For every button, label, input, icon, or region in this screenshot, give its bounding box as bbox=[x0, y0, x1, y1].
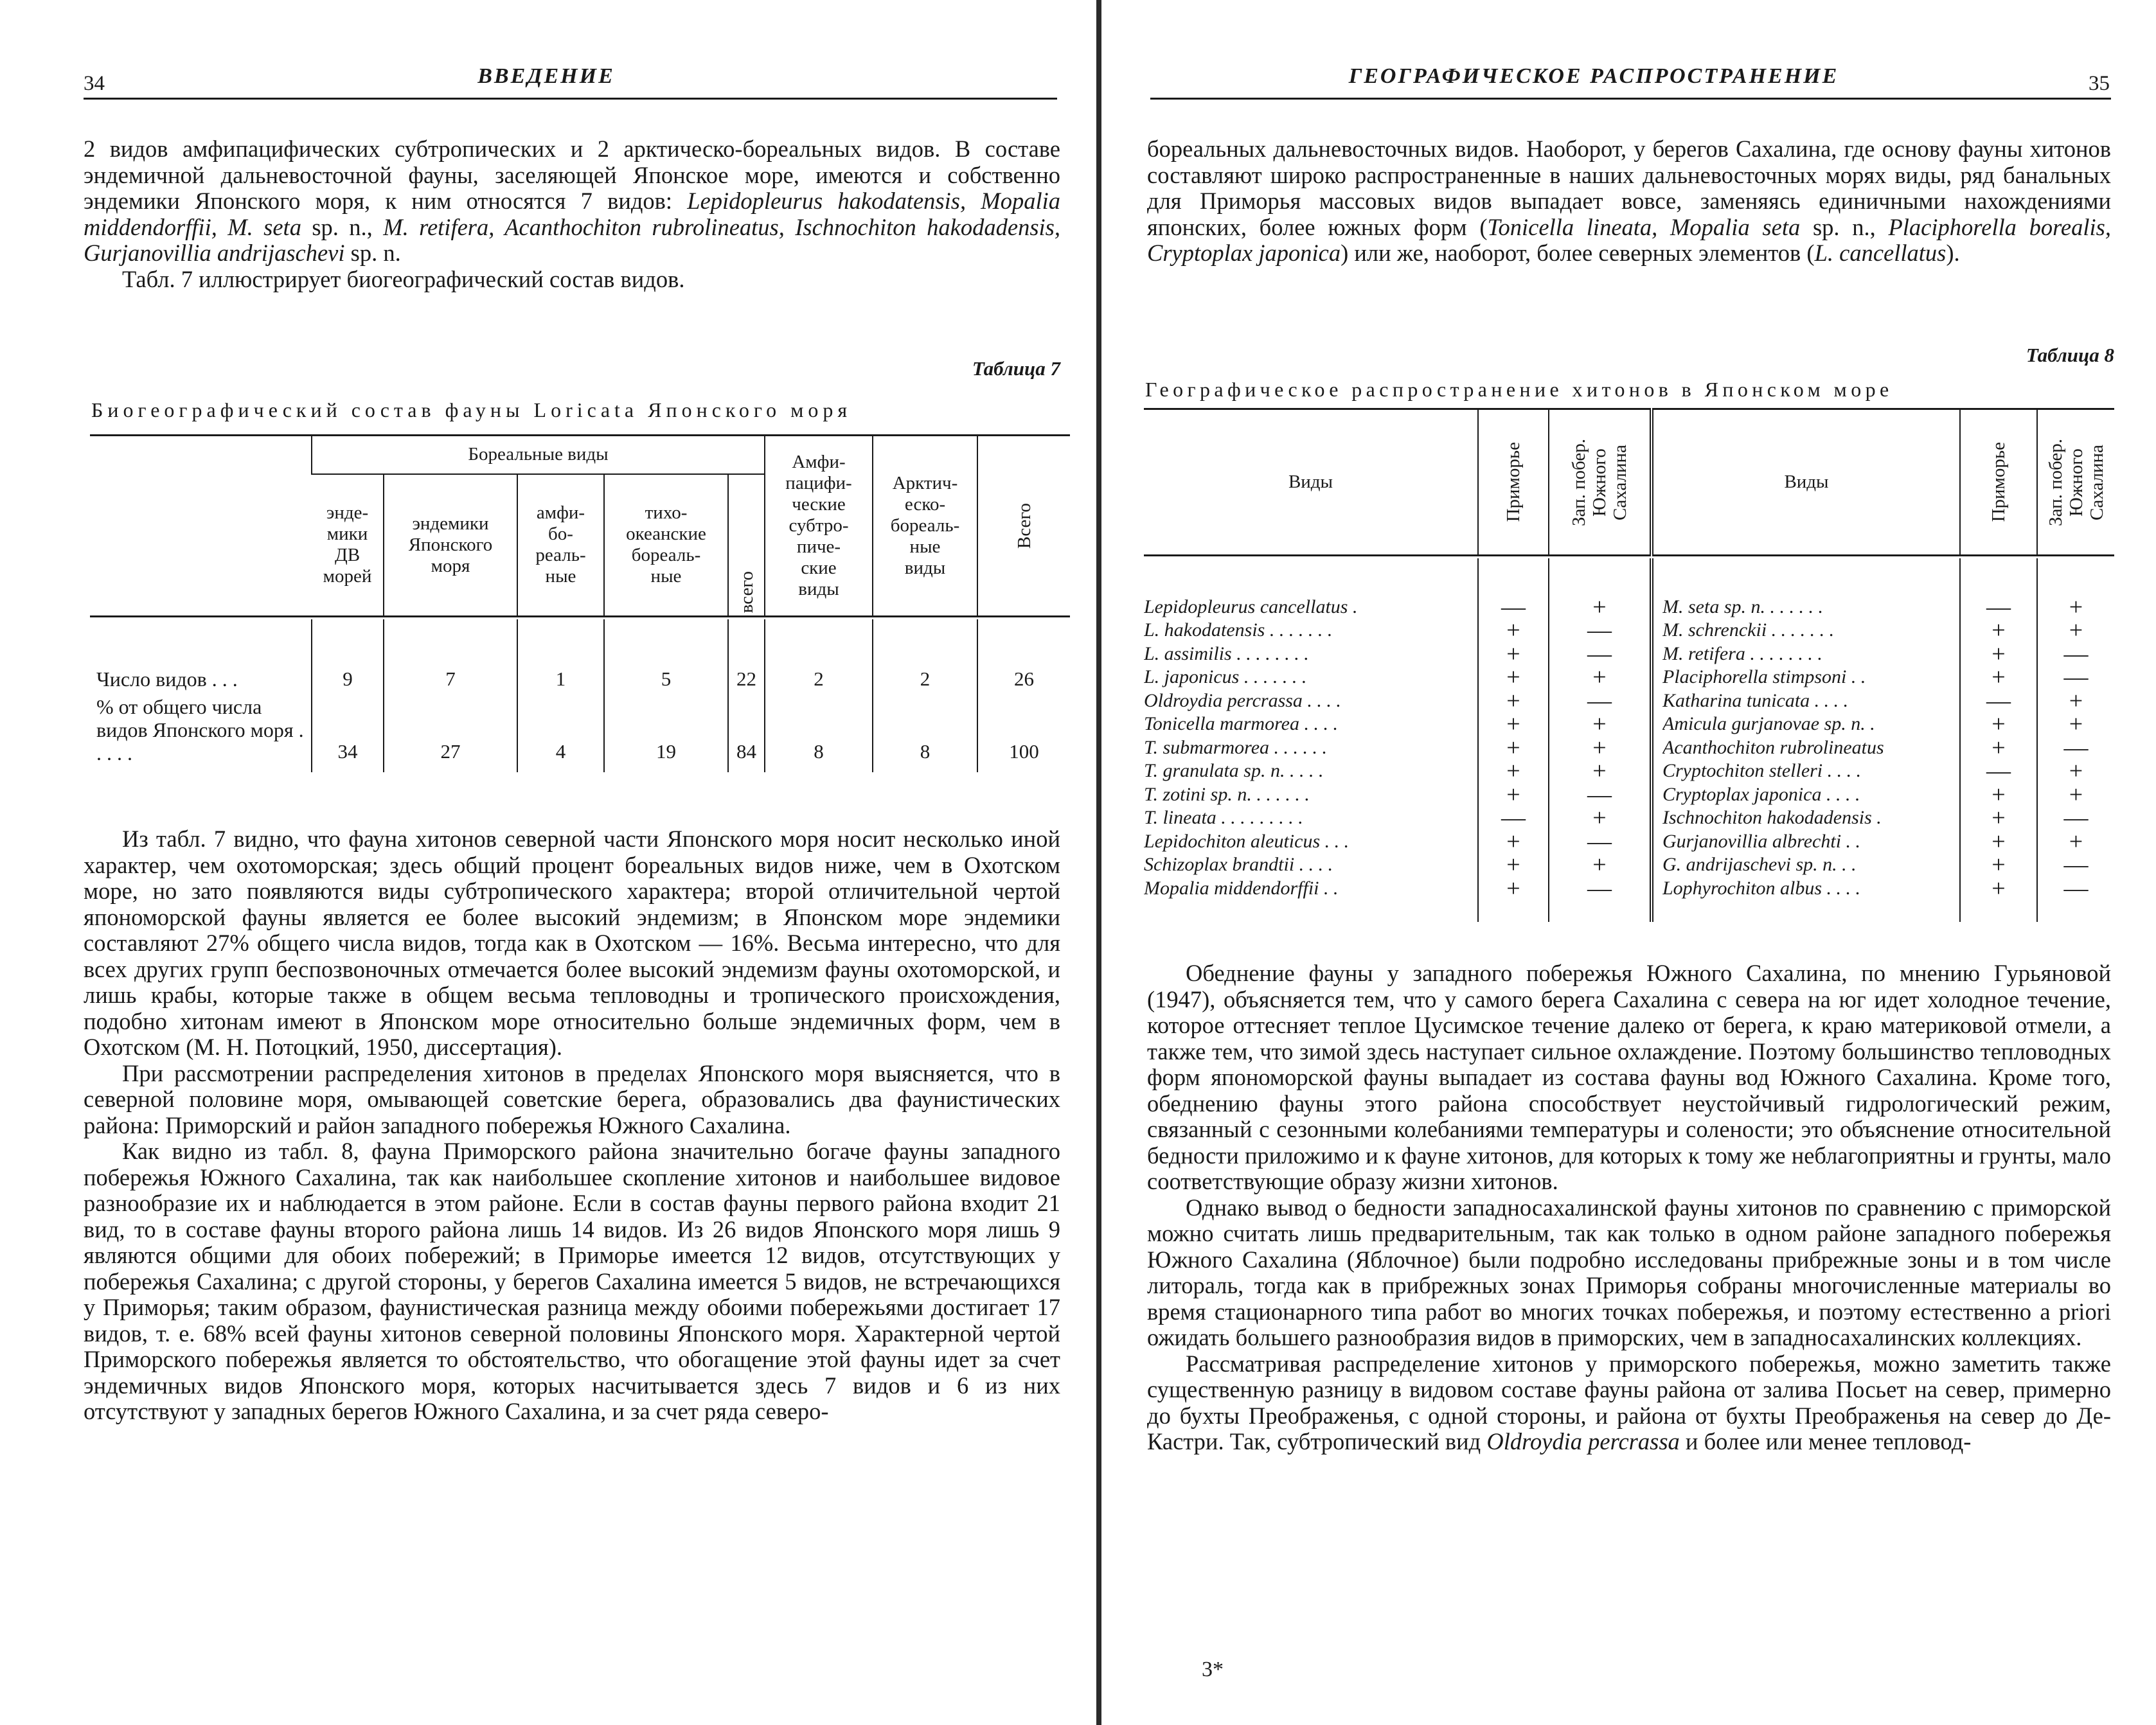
table8-col-primorye: Приморье bbox=[1503, 442, 1524, 522]
table8 bbox=[1144, 408, 2114, 922]
species-row: Tonicella marmorea . . . . bbox=[1144, 713, 1338, 734]
species-row: Placiphorella stimpsoni . . bbox=[1662, 666, 1866, 687]
presence-mark: — bbox=[1587, 827, 1612, 855]
presence-mark: — bbox=[1501, 593, 1526, 621]
right-page bbox=[1105, 0, 2156, 1725]
signature-mark: 3* bbox=[1202, 1658, 1224, 1681]
paragraph: Однако вывод о бедности западносахалинской фауны хитонов по сравнению с приморской можно считать лишь предварительным, так как только в одном районе западного побережья Южного Сахалина (Яблочное) были подробно исследованы прибрежные зоны и в том числе литораль, тогда как в прибрежных зонах Приморья собраны многочисленные материалы во время стационарного типа работ во многих точках побережья, и поэтому естественно a priori ожидать большего разнообразия видов в приморских, чем в западносахалинских коллекциях. bbox=[1147, 1194, 2111, 1350]
species-row: L. japonicus . . . . . . . bbox=[1144, 666, 1307, 687]
presence-mark: + bbox=[1506, 711, 1520, 738]
table7-cell: 100 bbox=[977, 694, 1070, 772]
presence-mark: + bbox=[1506, 664, 1520, 691]
table7-col-pacific-boreal: тихо- океанские бореаль- ные bbox=[604, 474, 728, 617]
right-text-block-2 bbox=[1147, 960, 2111, 1455]
presence-mark: — bbox=[1587, 781, 1612, 808]
table7-cell: 84 bbox=[728, 694, 765, 772]
species-row: Cryptochiton stelleri . . . . bbox=[1662, 760, 1862, 781]
right-text-block-1 bbox=[1147, 136, 2111, 267]
running-head: ВВЕДЕНИЕ bbox=[477, 64, 615, 88]
table7-cell: 8 bbox=[765, 694, 873, 772]
paragraph bbox=[84, 136, 1060, 267]
table7-col-amphipacific: Амфи- пацифи- ческие субтро- пиче- ские виды bbox=[765, 436, 873, 617]
species-row: T. granulata sp. n. . . . . bbox=[1144, 760, 1324, 781]
presence-mark: + bbox=[1506, 827, 1520, 855]
species-row: T. submarmorea . . . . . . bbox=[1144, 736, 1328, 758]
text-run: sp. n., bbox=[1800, 213, 1889, 240]
presence-mark: — bbox=[1986, 757, 2011, 784]
table8-col-sakhalin-2: Зап. побер. Южного Сахалина bbox=[2045, 438, 2107, 526]
presence-mark: — bbox=[1986, 593, 2011, 621]
presence-mark: + bbox=[1592, 757, 1607, 784]
species-row: M. retifera . . . . . . . . bbox=[1662, 642, 1822, 664]
presence-mark: — bbox=[1587, 640, 1612, 668]
text-run: ). bbox=[1946, 240, 1960, 266]
species-names: Lepidopleurus hakodatensis, Mopalia middendorffii, M. seta bbox=[84, 188, 1060, 240]
text-run: sp. n. bbox=[344, 240, 401, 266]
presence-mark: — bbox=[2063, 804, 2089, 831]
species-names: Tonicella lineata, Mopalia seta bbox=[1487, 213, 1801, 240]
table7-row-label: % от общего числа видов Японского моря . . . . . bbox=[96, 694, 304, 765]
table7-col-boreal-total-cell bbox=[728, 474, 765, 617]
presence-mark: + bbox=[1506, 874, 1520, 902]
species-row: M. seta sp. n. . . . . . . bbox=[1662, 596, 1823, 617]
species-row: T. zotini sp. n. . . . . . . bbox=[1144, 783, 1310, 805]
presence-mark: — bbox=[2063, 734, 2089, 761]
table8-col-primorye-2: Приморье bbox=[1988, 442, 2009, 522]
presence-mark: + bbox=[1991, 664, 2006, 691]
species-row: Lepidochiton aleuticus . . . bbox=[1144, 830, 1350, 852]
presence-mark: + bbox=[1592, 851, 1607, 878]
table8-primorye-left bbox=[1479, 593, 1548, 902]
text-run: бореальных дальневосточных видов. Наоборот, у берегов Сахалина, где основу фауны хитонов составляют широко распространенные в наших дальневосточных морях виды, ряд банальных для Приморья массовых видов выпадает вовсе, заменяясь единичными нахождениями японских, более южных форм ( bbox=[1147, 136, 2111, 240]
table7-cell: 26 bbox=[977, 619, 1070, 694]
species-row: Ischnochiton hakodadensis . bbox=[1662, 807, 1882, 828]
species-row: Mopalia middendorffii . . bbox=[1144, 877, 1339, 899]
table8-primorye-left-cell bbox=[1478, 558, 1549, 923]
table8-col-species: Виды bbox=[1288, 472, 1333, 492]
species-names: L. cancellatus bbox=[1814, 240, 1947, 266]
table8-col-primorye-2-cell bbox=[1960, 409, 2037, 556]
table7-col-total: Всего bbox=[1013, 502, 1035, 549]
presence-mark: + bbox=[1506, 851, 1520, 878]
paragraph: При рассмотрении распределения хитонов в пределах Японского моря выясняется, что в северной половине моря, омывающей советские берега, образовались два фаунистических района: Приморский и район западного побережья Южного Сахалина. bbox=[84, 1059, 1060, 1138]
species-row: L. hakodatensis . . . . . . . bbox=[1144, 619, 1333, 641]
presence-mark: — bbox=[2063, 640, 2089, 668]
table7-col-total-cell bbox=[977, 436, 1070, 617]
table7-col-boreal-total: всего bbox=[736, 571, 757, 613]
paragraph bbox=[1147, 136, 2111, 267]
presence-mark: + bbox=[1991, 781, 2006, 808]
table8-caption: Географическое распространение хитонов в Японском море bbox=[1145, 378, 1893, 401]
presence-mark: + bbox=[1991, 734, 2006, 761]
table7-cell: 1 bbox=[517, 619, 604, 694]
presence-mark: + bbox=[1506, 687, 1520, 714]
species-row: Oldroydia percrassa . . . . bbox=[1144, 689, 1341, 711]
table8-species-left-cell bbox=[1144, 558, 1478, 923]
presence-mark: + bbox=[2069, 617, 2083, 644]
presence-mark: + bbox=[1506, 617, 1520, 644]
table8-col-sakhalin-cell bbox=[1549, 409, 1652, 556]
presence-mark: — bbox=[2063, 851, 2089, 878]
paragraph: Из табл. 7 видно, что фауна хитонов северной части Японского моря носит несколько иной характер, чем охотоморская; здесь общий процент бореальных видов ниже, чем в Охотском море, но зато появляются виды субтропического характера; второй отличительной чертой япономорской фауны является ее более высокий эндемизм; в Японском море эндемики составляют 27% общего числа видов, тогда как в Охотском — 16%. Весьма интересно, что для всех других групп беспозвоночных отмечается более высокий эндемизм фауны охотоморской, и лишь крабы, которые также в общем весьма тепловодны и тропического происхождения, подобно хитонам имеют в Японском море относительно больше эндемичных форм, чем в Охотском (М. Н. Потоцкий, 1950, диссертация). bbox=[84, 826, 1060, 1060]
header-rule bbox=[1150, 98, 2111, 100]
table7-col-amphiboreal: амфи- бо- реаль- ные bbox=[517, 474, 604, 617]
paragraph: Табл. 7 иллюстрирует биогеографический состав видов. bbox=[122, 265, 685, 292]
text-run: sp. n., bbox=[301, 213, 384, 240]
book-gutter bbox=[1096, 0, 1101, 1725]
table7-col-endemic-fe: энде- мики ДВ морей bbox=[323, 502, 372, 587]
table8-primorye-right bbox=[1961, 593, 2036, 902]
species-row: G. andrijaschevi sp. n. . . bbox=[1662, 854, 1857, 875]
presence-mark: — bbox=[1587, 617, 1612, 644]
table7-cell: 5 bbox=[604, 619, 728, 694]
presence-mark: + bbox=[1592, 734, 1607, 761]
presence-mark: + bbox=[2069, 711, 2083, 738]
table7-cell: 8 bbox=[873, 694, 977, 772]
presence-mark: + bbox=[2069, 757, 2083, 784]
table7-group-boreal: Бореальные виды bbox=[312, 436, 765, 474]
table8-sakhalin-right-cell bbox=[2037, 558, 2114, 923]
table7-corner bbox=[90, 436, 312, 617]
presence-mark: + bbox=[1991, 711, 2006, 738]
page-number: 35 bbox=[2089, 72, 2110, 95]
table8-col-primorye-cell bbox=[1478, 409, 1549, 556]
species-row: Lepidopleurus cancellatus . bbox=[1144, 596, 1358, 617]
paragraph: Как видно из табл. 8, фауна Приморского района значительно богаче фауны западного побережья Южного Сахалина, так как наибольшее скопление хитонов и наибольшее видовое разнообразие их и наблюдается в этом районе. Если в состав фауны первого района входит 21 вид, то в составе фауны второго района лишь 14 видов. Из 26 видов Японского моря лишь 9 являются общими для обоих побережий; в Приморье имеется 12 видов, отсутствующих у побережья Сахалина; с другой стороны, у берегов Сахалина имеется 5 видов, не встречающихся у Приморья; таким образом, фаунистическая разница между обоими побережьями достигает 17 видов, т. е. 68% всей фауны хитонов северной половины Японского моря. Характерной чертой Приморского побережья является то обстоятельство, что обогащение этой фауны идет за счет эндемичных видов Японского моря, которых насчитывается здесь 7 видов и 6 из них отсутствуют у западных берегов Южного Сахалина, и за счет ряда северо- bbox=[84, 1138, 1060, 1424]
table7-label: Таблица 7 bbox=[972, 357, 1060, 380]
species-row: Katharina tunicata . . . . bbox=[1662, 689, 1849, 711]
presence-mark: + bbox=[2069, 593, 2083, 621]
presence-mark: — bbox=[1986, 687, 2011, 714]
species-row: Amicula gurjanovae sp. n. . bbox=[1662, 713, 1875, 734]
table8-col-species-2: Виды bbox=[1652, 409, 1960, 556]
paragraph: Обеднение фауны у западного побережья Южного Сахалина, по мнению Гурьяновой (1947), объясняется тем, что у самого берега Сахалина с севера на юг идет холодное течение, которое оттесняет теплое Цусимское течение далеко от берега, к краю материковой отмели, а также тем, что зимой здесь наступает сильное охлаждение. Поэтому большинство тепловодных форм япономорской фауны выпадает из состава фауны вод Южного Сахалина. Кроме того, обеднению фауны этого района способствует неустойчивый гидрологический режим, связанный с сезонными колебаниями температуры и солености; это объяснение относительной бедности приложимо и к фауне хитонов, для которых к тому же неблагоприятны и грунты, мало соответствующие образу жизни хитонов. bbox=[1147, 960, 2111, 1194]
presence-mark: — bbox=[2063, 664, 2089, 691]
presence-mark: + bbox=[1991, 827, 2006, 855]
table7-col-endemic-japan: эндемики Японского моря bbox=[384, 474, 517, 617]
presence-mark: + bbox=[1991, 640, 2006, 668]
table7-cell: 2 bbox=[765, 619, 873, 694]
table8-col-sakhalin: Зап. побер. Южного Сахалина bbox=[1569, 438, 1630, 526]
presence-mark: + bbox=[1991, 874, 2006, 902]
presence-mark: — bbox=[1587, 874, 1612, 902]
page-number: 34 bbox=[84, 72, 105, 95]
species-row: Lophyrochiton albus . . . . bbox=[1662, 877, 1861, 899]
paragraph bbox=[1147, 1351, 2111, 1455]
table8-col-sakhalin-2-cell bbox=[2037, 409, 2114, 556]
table7-cell: 19 bbox=[604, 694, 728, 772]
table7-caption: Биогеографический состав фауны Loricata Японского моря bbox=[91, 398, 852, 421]
table8-species-right-cell bbox=[1652, 558, 1960, 923]
table7-row-label: Число видов . . . bbox=[96, 667, 238, 691]
presence-mark: + bbox=[1506, 640, 1520, 668]
table7 bbox=[90, 434, 1070, 772]
species-names: Oldroydia percrassa bbox=[1486, 1428, 1680, 1455]
presence-mark: + bbox=[2069, 827, 2083, 855]
text-run: ) или же, наоборот, более северных элементов ( bbox=[1341, 240, 1815, 266]
presence-mark: + bbox=[1592, 711, 1607, 738]
presence-mark: + bbox=[1991, 804, 2006, 831]
presence-mark: + bbox=[1592, 804, 1607, 831]
table8-species-left bbox=[1144, 596, 1477, 901]
table8-species-right bbox=[1662, 596, 1959, 901]
species-row: Cryptoplax japonica . . . . bbox=[1662, 783, 1860, 805]
presence-mark: + bbox=[1991, 617, 2006, 644]
text-run: Рассматривая распределение хитонов у приморского побережья, можно заметить также существенную разницу в видовом составе фауны района от залива Посьет на север, примерно до бухты Преображенья, с одной стороны, и района от бухты Преображенья на север до Де-Кастри. Так, субтропический вид bbox=[1147, 1350, 2111, 1455]
presence-mark: + bbox=[2069, 781, 2083, 808]
species-row: Schizoplax brandtii . . . . bbox=[1144, 854, 1333, 875]
presence-mark: + bbox=[2069, 687, 2083, 714]
text-run: 2 видов амфипацифических субтропических и 2 арктическо-бореальных видов. В составе эндемичной дальневосточной фауны, заселяющей Японское море, имеются и собственно эндемики Японского моря, к ним относятся 7 видов: bbox=[84, 136, 1060, 214]
species-names: M. retifera, Acanthochiton rubrolineatus, Ischnochiton hakodadensis, Gurjanovillia andrijaschevi bbox=[84, 213, 1060, 266]
left-text-block-1 bbox=[84, 136, 1060, 292]
table7-cell: 9 bbox=[312, 619, 384, 694]
table8-sakhalin-left bbox=[1549, 593, 1650, 902]
presence-mark: + bbox=[1991, 851, 2006, 878]
presence-mark: + bbox=[1506, 781, 1520, 808]
presence-mark: — bbox=[1587, 687, 1612, 714]
table8-label: Таблица 8 bbox=[2026, 344, 2114, 366]
presence-mark: + bbox=[1506, 734, 1520, 761]
table7-cell: 2 bbox=[873, 619, 977, 694]
presence-mark: + bbox=[1506, 757, 1520, 784]
species-row: Gurjanovillia albrechti . . bbox=[1662, 830, 1861, 852]
running-head: ГЕОГРАФИЧЕСКОЕ РАСПРОСТРАНЕНИЕ bbox=[1348, 64, 1839, 88]
species-names: Placiphorella borealis, Cryptoplax japonica bbox=[1147, 213, 2111, 266]
species-row: Acanthochiton rubrolineatus bbox=[1662, 736, 1884, 758]
table8-sakhalin-right bbox=[2038, 593, 2114, 902]
species-row: M. schrenckii . . . . . . . bbox=[1662, 619, 1835, 641]
presence-mark: + bbox=[1592, 664, 1607, 691]
left-text-block-2 bbox=[84, 826, 1060, 1425]
table7-cell: 4 bbox=[517, 694, 604, 772]
table7-cell: 34 bbox=[312, 694, 384, 772]
table7-cell: 7 bbox=[384, 619, 517, 694]
text-run: и более или менее тепловод- bbox=[1679, 1428, 1972, 1455]
species-row: L. assimilis . . . . . . . . bbox=[1144, 642, 1309, 664]
header-rule bbox=[84, 98, 1057, 100]
table8-sakhalin-left-cell bbox=[1549, 558, 1652, 923]
presence-mark: — bbox=[1501, 804, 1526, 831]
presence-mark: + bbox=[1592, 593, 1607, 621]
table8-primorye-right-cell bbox=[1960, 558, 2037, 923]
species-row: T. lineata . . . . . . . . . bbox=[1144, 807, 1303, 828]
table7-cell: 22 bbox=[728, 619, 765, 694]
table7-cell: 27 bbox=[384, 694, 517, 772]
table7-col-arctic-boreal: Арктич- еско- бореаль- ные виды bbox=[873, 436, 977, 617]
presence-mark: — bbox=[2063, 874, 2089, 902]
